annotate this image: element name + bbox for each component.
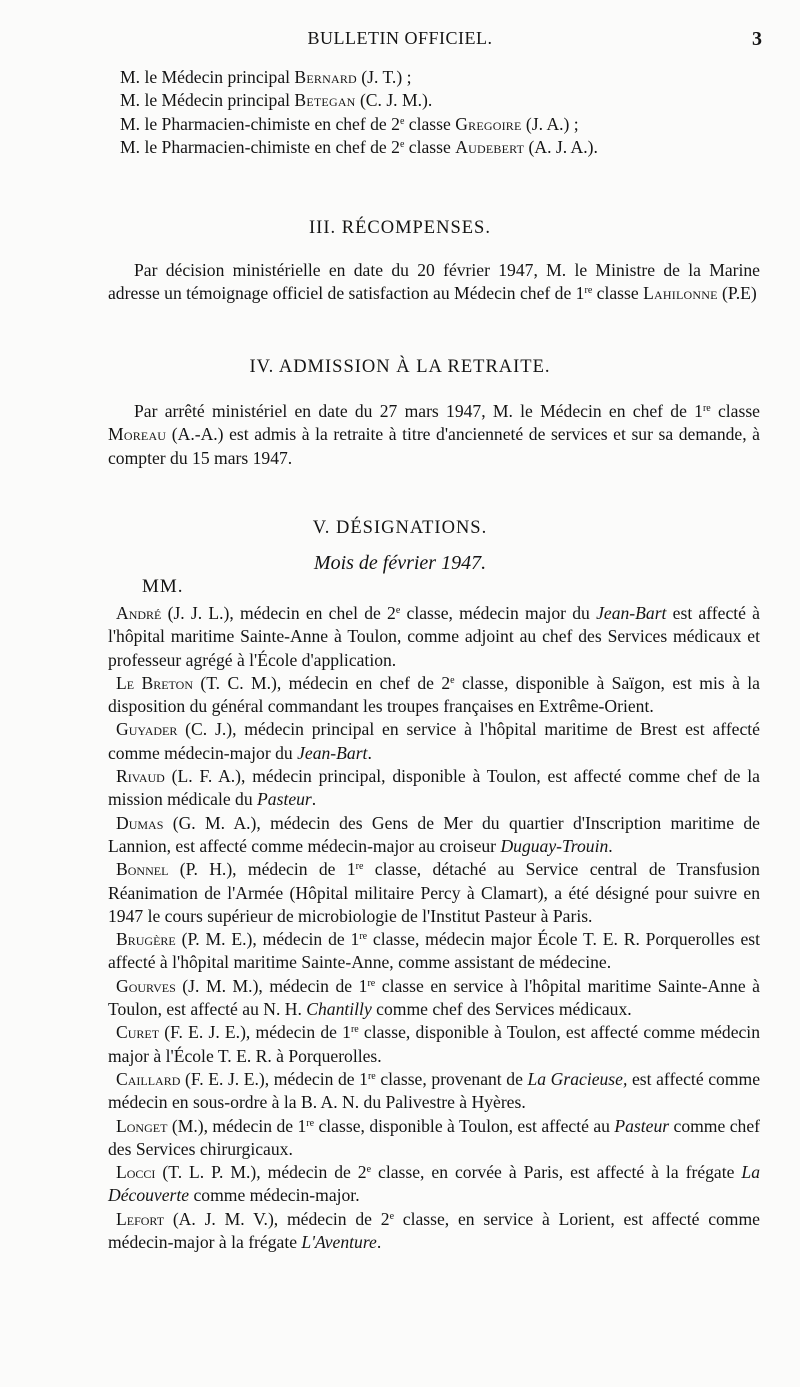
- section-recompenses-body: [108, 259, 760, 306]
- ship-name: Jean-Bart: [596, 603, 667, 623]
- list-item-suffix: (C. J. M.).: [355, 90, 433, 111]
- entry-text: (J. M. M.), médecin de 1: [175, 975, 368, 996]
- section-heading-recompenses: III. RÉCOMPENSES.: [309, 218, 491, 238]
- ship-name: Chantilly: [306, 999, 372, 1020]
- person-name: Le Breton: [116, 672, 193, 693]
- list-item-suffix: (A. J. A.).: [524, 136, 598, 157]
- ordinal-sup: re: [367, 977, 376, 989]
- paragraph-text: (P.E): [717, 283, 757, 304]
- designation-entry: [108, 1161, 760, 1208]
- ordinal-sup: re: [355, 861, 364, 873]
- entry-text: .: [376, 1232, 382, 1253]
- list-item: [120, 89, 740, 112]
- section-subheading-month: Mois de février 1947.: [313, 552, 487, 574]
- list-item: [120, 136, 740, 159]
- entry-text: classe en service à l'hôpital maritime Sainte-Anne à Toulon, est affecté au N. H.: [108, 975, 760, 1020]
- section-retraite-body: [108, 400, 760, 470]
- section-heading-designations: V. DÉSIGNATIONS.: [312, 518, 488, 538]
- paragraph-text: classe: [592, 283, 644, 304]
- entry-text: est affecté comme médecin en sous-ordre à la B. A. N. du Palivestre à Hyères.: [108, 1068, 760, 1113]
- entry-text: (T. L. P. M.), médecin de 2: [155, 1162, 367, 1183]
- entry-text: classe, en service à Lorient, est affecté comme médecin-major à la frégate: [108, 1208, 760, 1253]
- designation-entry: [108, 975, 760, 1022]
- person-name: Lahilonne: [643, 283, 718, 304]
- paragraph: [108, 400, 760, 470]
- ship-name: Pasteur: [257, 789, 312, 810]
- entry-text: comme chef des Services chirurgicaux.: [108, 1115, 761, 1159]
- list-item-suffix: (J. T.) ;: [356, 67, 412, 87]
- ordinal-sup: e: [399, 138, 405, 150]
- salutation-mm: MM.: [142, 576, 184, 597]
- entry-text: (F. E. J. E.), médecin de 1: [180, 1068, 368, 1089]
- list-item-prefix: M. le Pharmacien-chimiste en chef de 2: [120, 113, 400, 134]
- person-name: Bernard: [294, 67, 357, 87]
- entry-text: classe, médecin major École T. E. R. Porquerolles est affecté à l'hôpital maritime Sainte-Anne, comme assistant de médecine.: [108, 929, 760, 973]
- entry-text: classe, détaché au Service central de Transfusion Réanimation de l'Armée (Hôpital militaire Percy à Clamart), a été désigné pour suivre en 1947 le cours supérieur de microbiologie de l'Institut Pasteur à Paris.: [108, 859, 760, 926]
- ship-name: Pasteur: [614, 1115, 670, 1136]
- entry-text: (P. H.), médecin de 1: [168, 859, 356, 880]
- list-item: [120, 66, 740, 89]
- entry-text: classe, provenant de: [375, 1068, 528, 1089]
- designation-entry: [108, 928, 760, 975]
- person-name: Guyader: [116, 719, 178, 740]
- designation-entry: [108, 718, 760, 765]
- entry-text: (L. F. A.), médecin principal, disponible à Toulon, est affecté comme chef de la mission médicale du: [108, 766, 760, 810]
- running-head: [0, 28, 800, 56]
- ordinal-sup: re: [306, 1117, 315, 1129]
- ordinal-sup: re: [702, 403, 711, 414]
- person-name: André: [116, 603, 162, 623]
- paragraph-text: Par arrêté ministériel en date du 27 mars 1947, M. le Médecin en chef de 1: [134, 401, 703, 421]
- entry-text: (G. M. A.), médecin des Gens de Mer du quartier d'Inscription maritime de Lannion, est affecté comme médecin-major au croiseur: [108, 812, 760, 856]
- person-name: Locci: [116, 1162, 156, 1183]
- designations-list: [108, 602, 760, 1254]
- ship-name: Duguay-Trouin: [500, 835, 609, 856]
- designation-entry: [108, 1021, 760, 1068]
- entry-text: classe, médecin major du: [400, 603, 597, 623]
- entry-text: .: [311, 789, 317, 810]
- ordinal-sup: e: [395, 605, 401, 616]
- person-name: Betegan: [294, 90, 356, 111]
- designation-entry: [108, 672, 760, 719]
- paragraph-text: (A.-A.) est admis à la retraite à titre d'ancienneté de services et sur sa demande, à compter du 15 mars 1947.: [108, 424, 760, 468]
- entry-text: classe, disponible à Toulon, est affecté comme médecin major à l'École T. E. R. à Porquerolles.: [108, 1022, 760, 1066]
- list-item-prefix: M. le Pharmacien-chimiste en chef de 2: [120, 136, 400, 157]
- entry-text: (F. E. J. E.), médecin de 1: [159, 1022, 351, 1043]
- person-name: Bonnel: [116, 859, 169, 880]
- ship-name: La Découverte: [108, 1162, 760, 1206]
- person-name: Audebert: [455, 136, 525, 157]
- entry-text: classe, en corvée à Paris, est affecté à la frégate: [371, 1162, 742, 1183]
- designation-entry: [108, 1068, 760, 1115]
- designation-entry: [108, 602, 760, 672]
- designation-entry: [108, 1115, 760, 1162]
- list-item-prefix: M. le Médecin principal: [120, 90, 295, 111]
- ship-name: Jean-Bart: [297, 742, 368, 763]
- page-title: BULLETIN OFFICIEL.: [307, 28, 493, 48]
- paragraph-text: classe: [710, 401, 760, 421]
- ordinal-sup: re: [350, 1024, 359, 1036]
- entry-text: (A. J. M. V.), médecin de 2: [164, 1208, 390, 1229]
- paragraph-text: Par décision ministérielle en date du 20 février 1947, M. le Ministre de la Marine adresse un témoignage officiel de satisfaction au Médecin chef de 1: [108, 260, 760, 304]
- entry-text: comme médecin-major.: [189, 1185, 360, 1206]
- list-item: [120, 113, 740, 136]
- entry-text: (J. J. L.), médecin en chel de 2: [161, 603, 396, 623]
- entry-text: classe, disponible à Saïgon, est mis à la disposition du général commandant les troupes françaises en Extrême-Orient.: [108, 672, 760, 717]
- ship-name: L'Aventure: [301, 1232, 377, 1253]
- person-name: Brugère: [116, 929, 176, 950]
- entry-text: est affecté à l'hôpital maritime Sainte-Anne à Toulon, comme adjoint au chef des Services médicaux et professeur agrégé à l'École d'application.: [108, 603, 760, 670]
- paragraph: [108, 259, 760, 306]
- ordinal-sup: e: [366, 1164, 372, 1176]
- designation-entry: [108, 858, 760, 928]
- person-name: Rivaud: [116, 766, 165, 787]
- designation-entry: [108, 1208, 760, 1255]
- list-item-prefix: M. le Médecin principal: [120, 67, 295, 87]
- entry-text: (C. J.), médecin principal en service à l'hôpital maritime de Brest est affecté comme médecin-major du: [108, 719, 760, 763]
- ordinal-sup: re: [359, 931, 368, 943]
- ordinal-sup: e: [450, 674, 455, 686]
- entry-text: comme chef des Services médicaux.: [371, 999, 632, 1020]
- entry-text: (M.), médecin de 1: [167, 1115, 307, 1136]
- entry-text: classe, disponible à Toulon, est affecté au: [314, 1115, 615, 1136]
- person-name: Dumas: [116, 812, 164, 833]
- person-name: Curet: [116, 1022, 160, 1043]
- list-item-mid: classe: [404, 136, 456, 157]
- person-name: Lefort: [116, 1208, 165, 1229]
- ordinal-sup: re: [367, 1070, 376, 1082]
- person-name: Moreau: [108, 424, 167, 445]
- list-item-mid: classe: [404, 113, 456, 134]
- person-name: Gourves: [116, 975, 176, 996]
- page-number: 3: [752, 28, 762, 50]
- person-name: Gregoire: [455, 113, 522, 134]
- entry-text: .: [367, 742, 372, 763]
- list-item-suffix: (J. A.) ;: [521, 113, 579, 134]
- person-name: Caillard: [116, 1068, 181, 1089]
- honorees-list: [120, 66, 740, 159]
- entry-text: (T. C. M.), médecin en chef de 2: [192, 672, 451, 693]
- designation-entry: [108, 812, 760, 859]
- ship-name: La Gracieuse,: [527, 1068, 628, 1089]
- designation-entry: [108, 765, 760, 812]
- ordinal-sup: e: [389, 1210, 395, 1222]
- entry-text: .: [608, 835, 613, 856]
- ordinal-sup: e: [399, 115, 405, 127]
- person-name: Longet: [116, 1115, 168, 1136]
- ordinal-sup: re: [584, 285, 593, 297]
- entry-text: (P. M. E.), médecin de 1: [175, 929, 360, 950]
- section-heading-retraite: IV. ADMISSION À LA RETRAITE.: [249, 357, 551, 377]
